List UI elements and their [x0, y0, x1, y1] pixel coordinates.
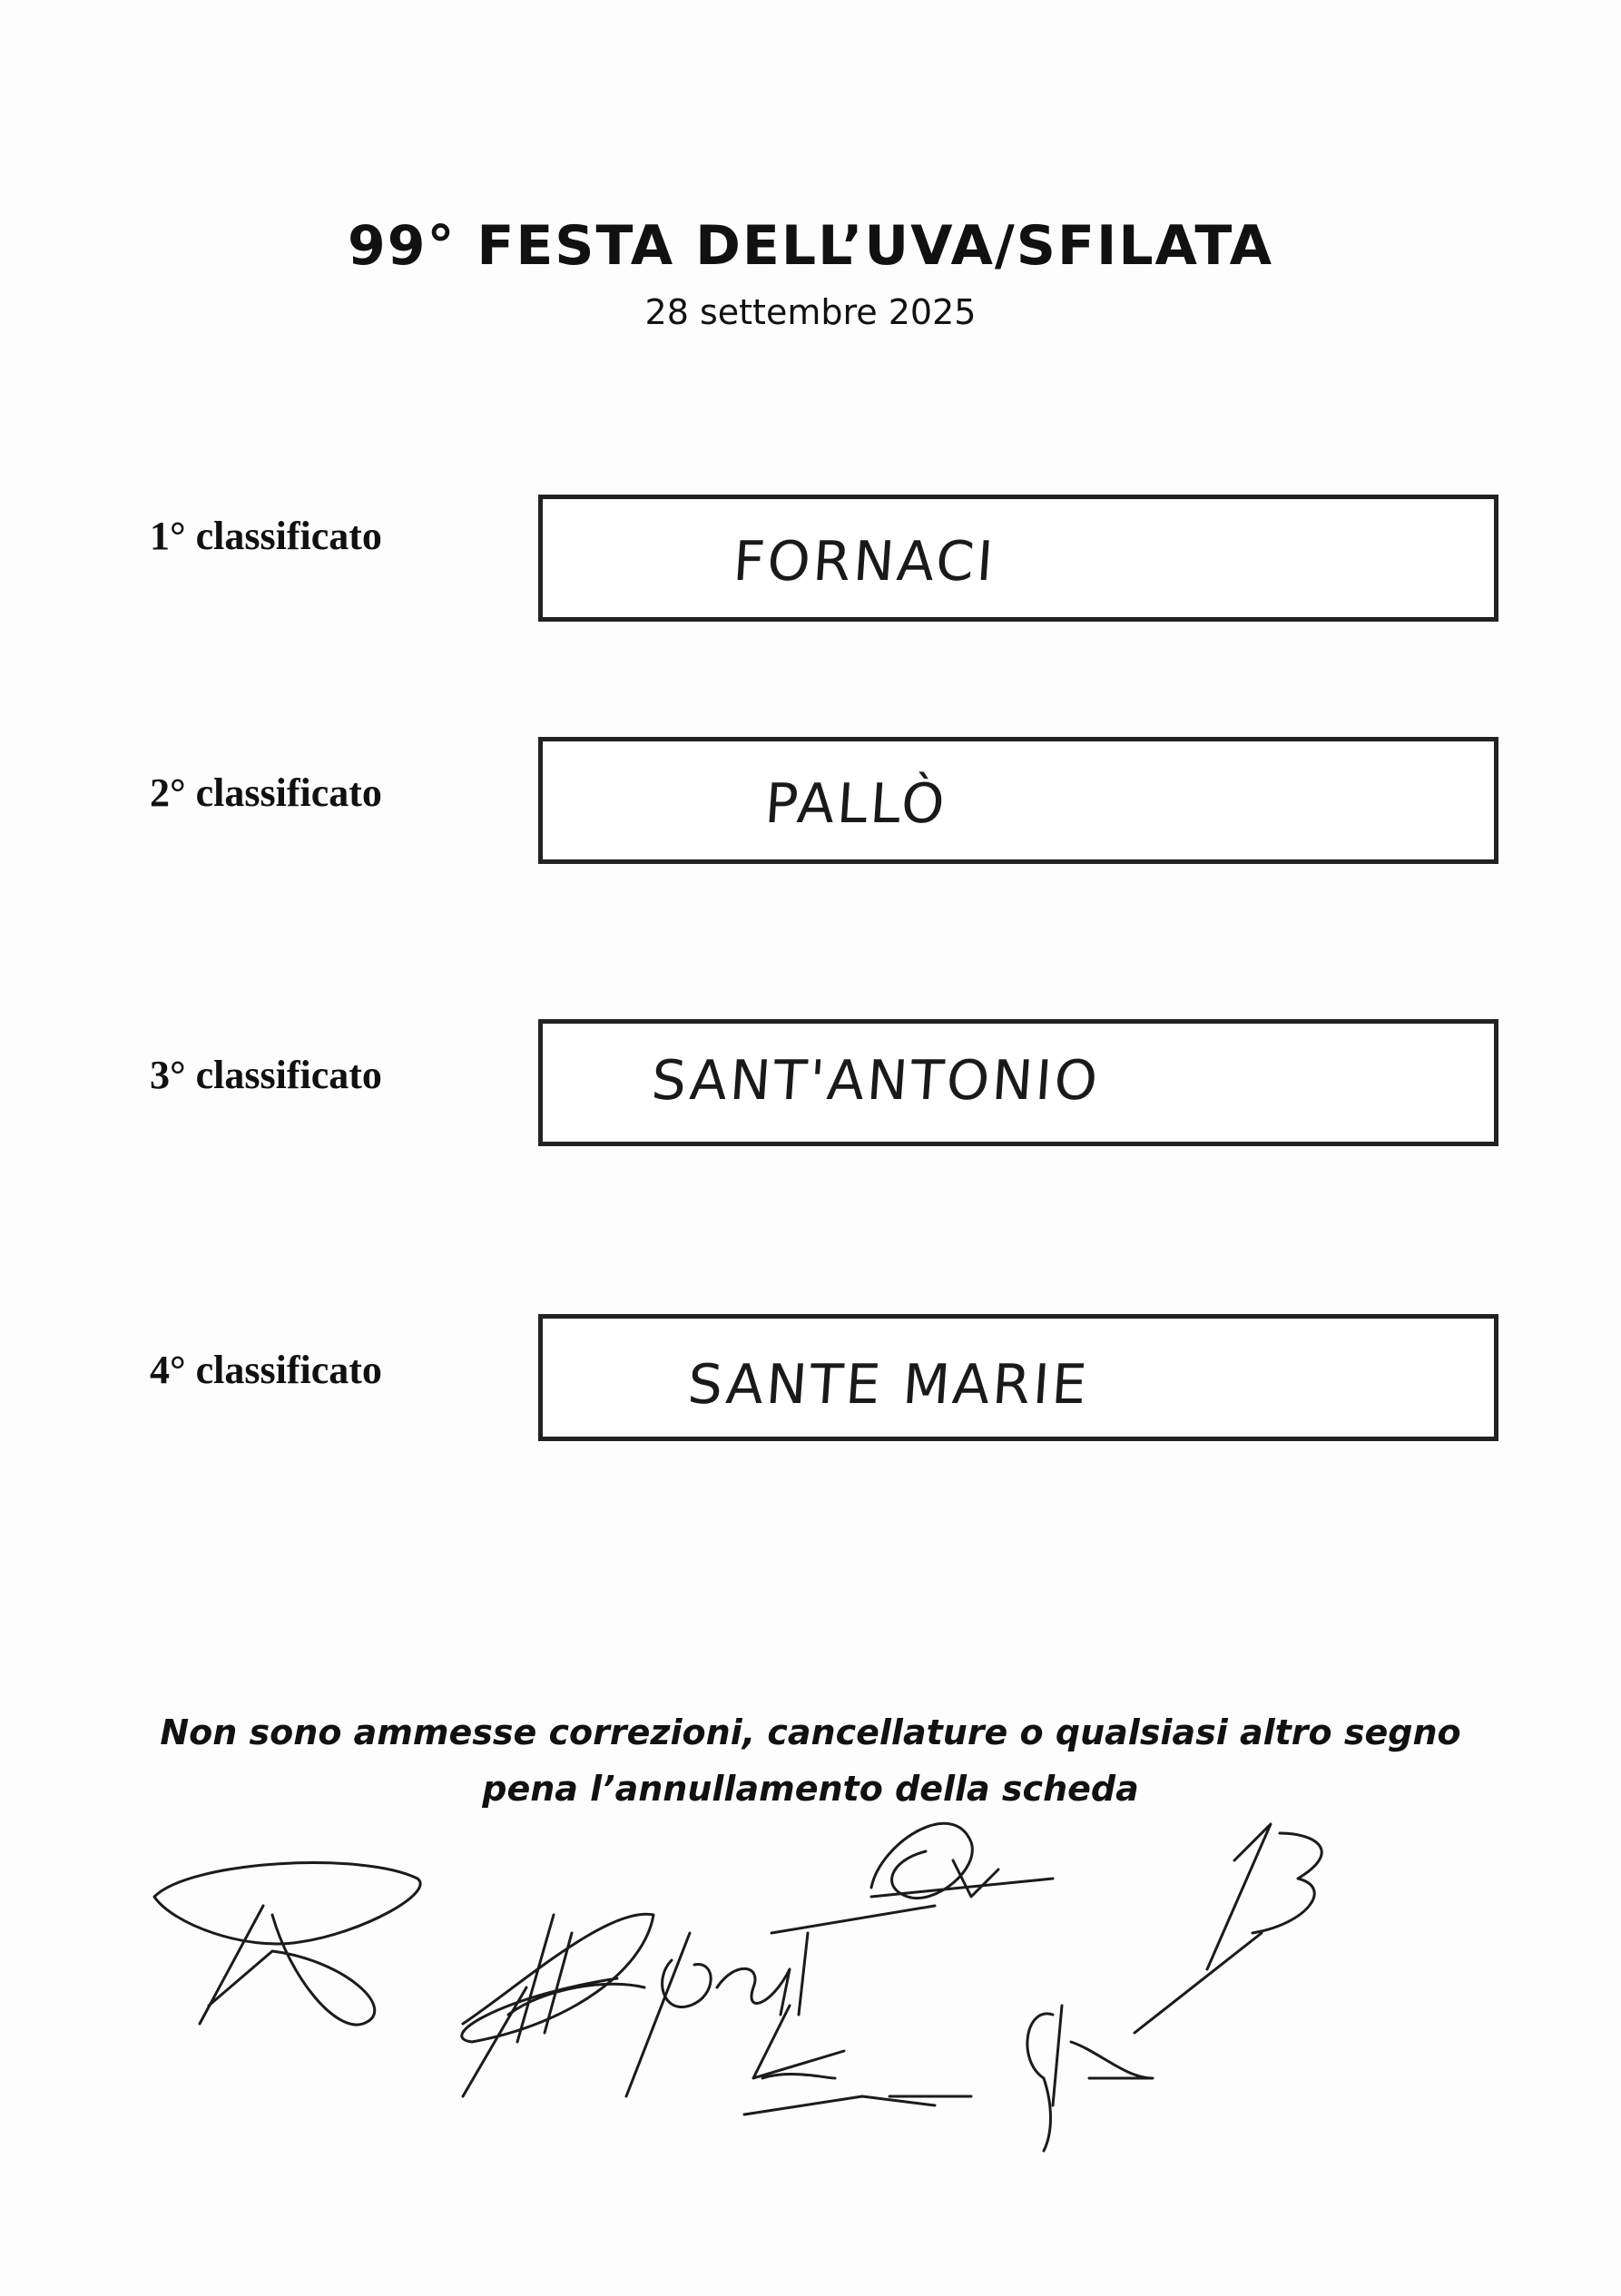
ranking-label: 2° classificato	[150, 770, 382, 815]
signatures-area	[136, 1806, 1425, 2169]
signature-1	[154, 1863, 420, 2026]
ranking-field	[538, 1314, 1498, 1441]
ranking-label: 1° classificato	[150, 514, 382, 558]
ranking-value: PALLÒ	[762, 772, 949, 836]
ranking-label: 4° classificato	[150, 1348, 382, 1392]
signature-4	[771, 1823, 1053, 1933]
ranking-label: 3° classificato	[150, 1053, 382, 1097]
ranking-field	[538, 495, 1498, 622]
page-title: 99° FESTA DELL’UVA/SFILATA	[347, 214, 1274, 278]
signature-5	[744, 2006, 971, 2114]
signature-7	[1135, 1824, 1321, 2033]
ranking-field	[538, 1019, 1498, 1146]
ranking-row-3	[0, 1019, 1621, 1155]
signature-3	[626, 1933, 808, 2096]
ranking-row-4	[0, 1314, 1621, 1450]
ranking-value: FORNACI	[731, 530, 998, 594]
signature-2	[462, 1914, 653, 2096]
ranking-row-1	[0, 495, 1621, 631]
ranking-value: SANTE MARIE	[685, 1353, 1092, 1417]
notice-line-1: Non sono ammesse correzioni, cancellature o qualsiasi altro segno	[160, 1712, 1461, 1752]
event-date: 28 settembre 2025	[644, 292, 977, 332]
notice-line-2: pena l’annullamento della scheda	[482, 1769, 1139, 1809]
ranking-row-2	[0, 737, 1621, 873]
signature-6	[1027, 2006, 1153, 2151]
ranking-value: SANT'ANTONIO	[649, 1049, 1103, 1113]
ranking-field	[538, 737, 1498, 864]
notice-text	[0, 1704, 1621, 1817]
